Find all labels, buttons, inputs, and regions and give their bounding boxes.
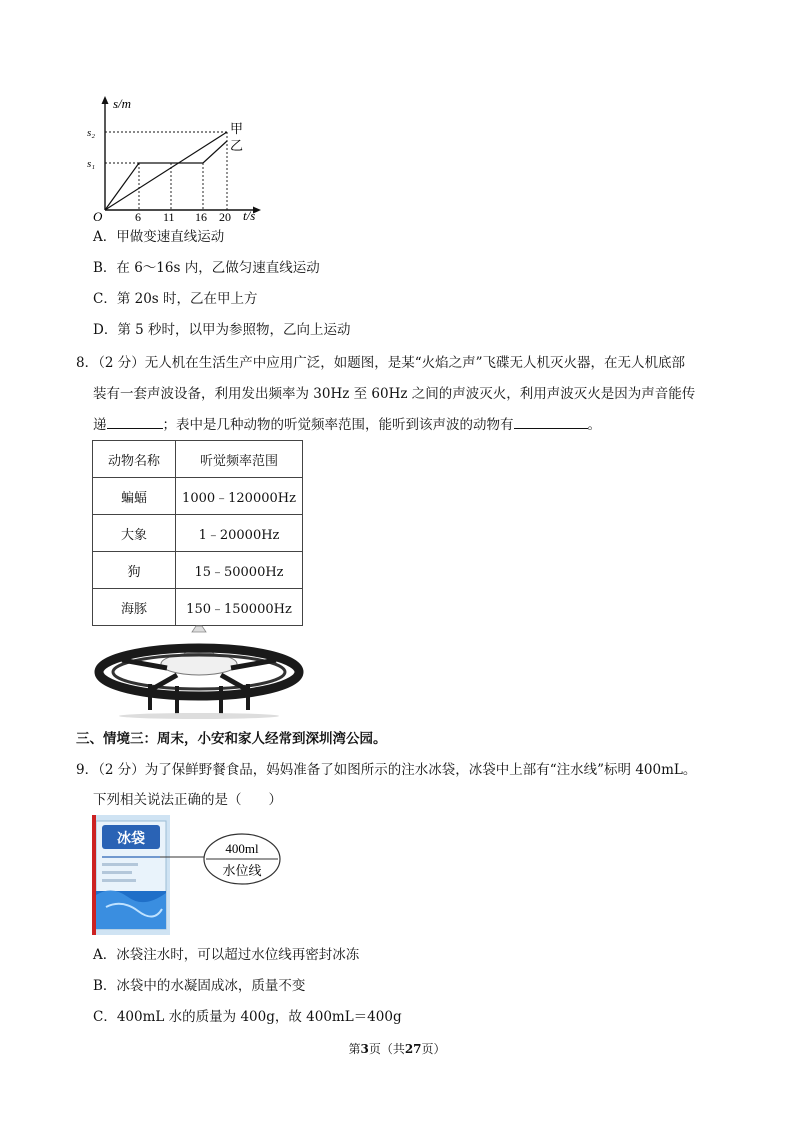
footer-pre: 第 — [348, 1042, 361, 1056]
q8-line3-b: ；表中是几种动物的听觉频率范围，能听到该声波的动物有 — [162, 417, 514, 433]
q7-option-a: A．甲做变速直线运动 — [93, 229, 225, 245]
table-cell: 150﹣150000Hz — [176, 589, 303, 626]
ufo-drone-image — [92, 620, 306, 720]
q9-line2: 下列相关说法正确的是（ ） — [93, 792, 282, 808]
footer-total-pages: 27 — [404, 1042, 422, 1056]
q8-line3-c: 。 — [587, 417, 601, 433]
distance-time-graph — [85, 92, 275, 222]
table-cell: 大象 — [93, 515, 176, 552]
footer-post: 页） — [421, 1042, 446, 1056]
label-yi: 乙 — [230, 139, 244, 154]
answer-blank-2[interactable] — [514, 414, 588, 429]
ice-bag-title: 冰袋 — [117, 831, 145, 847]
table-cell: 海豚 — [93, 589, 176, 626]
hearing-range-table — [92, 440, 303, 626]
footer-page-number: 3 — [360, 1042, 369, 1056]
table-row — [93, 478, 303, 515]
section-3-heading: 三、情境三：周末，小安和家人经常到深圳湾公园。 — [76, 731, 387, 747]
x-tick-16: 16 — [195, 210, 207, 222]
q9-option-c: C．400mL 水的质量为 400g，故 400mL＝400g — [93, 1009, 402, 1025]
y-axis-arrow — [102, 96, 109, 104]
callout-volume: 400ml — [225, 841, 259, 856]
table-cell: 蝙蝠 — [93, 478, 176, 515]
q7-option-c: C．第 20s 时，乙在甲上方 — [93, 291, 258, 307]
table-cell: 1000﹣120000Hz — [176, 478, 303, 515]
footer-mid: 页（共 — [368, 1042, 405, 1056]
q8-line3 — [93, 414, 601, 435]
callout-water-line: 水位线 — [222, 864, 262, 879]
x-tick-11: 11 — [163, 210, 175, 222]
q9-option-b: B．冰袋中的水凝固成冰，质量不变 — [93, 978, 306, 994]
table-header: 动物名称 — [93, 441, 176, 478]
y-tick-s1: s₁ — [87, 158, 96, 170]
origin-label: O — [93, 209, 103, 222]
q8-line2: 装有一套声波设备，利用发出频率为 30Hz 至 60Hz 之间的声波灭火，利用声波灭火是因为声音能传 — [93, 386, 696, 402]
q9-option-a: A．冰袋注水时，可以超过水位线再密封冰冻 — [93, 947, 360, 963]
line-jia — [105, 132, 227, 210]
x-tick-6: 6 — [135, 210, 141, 222]
q8-line1: 8．（2 分）无人机在生活生产中应用广泛，如题图，是某“火焰之声”飞碟无人机灭火器，在无人机底部 — [76, 355, 686, 371]
table-header: 听觉频率范围 — [176, 441, 303, 478]
table-header-row — [93, 441, 303, 478]
answer-blank-1[interactable] — [107, 414, 163, 429]
q8-line3-a: 递 — [93, 417, 107, 433]
table-row — [93, 515, 303, 552]
q7-option-d: D．第 5 秒时，以甲为参照物，乙向上运动 — [93, 322, 351, 338]
table-row — [93, 552, 303, 589]
ice-bag-image — [92, 815, 332, 937]
page-footer — [0, 1040, 794, 1057]
line-yi — [105, 141, 227, 210]
x-axis-label: t/s — [243, 208, 256, 222]
y-tick-s2: s₂ — [87, 127, 96, 139]
q7-option-b: B．在 6～16s 内，乙做匀速直线运动 — [93, 260, 320, 276]
label-jia: 甲 — [230, 122, 244, 137]
table-cell: 15﹣50000Hz — [176, 552, 303, 589]
q9-line1: 9．（2 分）为了保鲜野餐食品，妈妈准备了如图所示的注水冰袋，冰袋中上部有“注水线”标明 400mL。 — [76, 762, 697, 778]
table-cell: 1﹣20000Hz — [176, 515, 303, 552]
y-axis-label: s/m — [113, 96, 132, 111]
x-tick-20: 20 — [219, 210, 231, 222]
table-cell: 狗 — [93, 552, 176, 589]
